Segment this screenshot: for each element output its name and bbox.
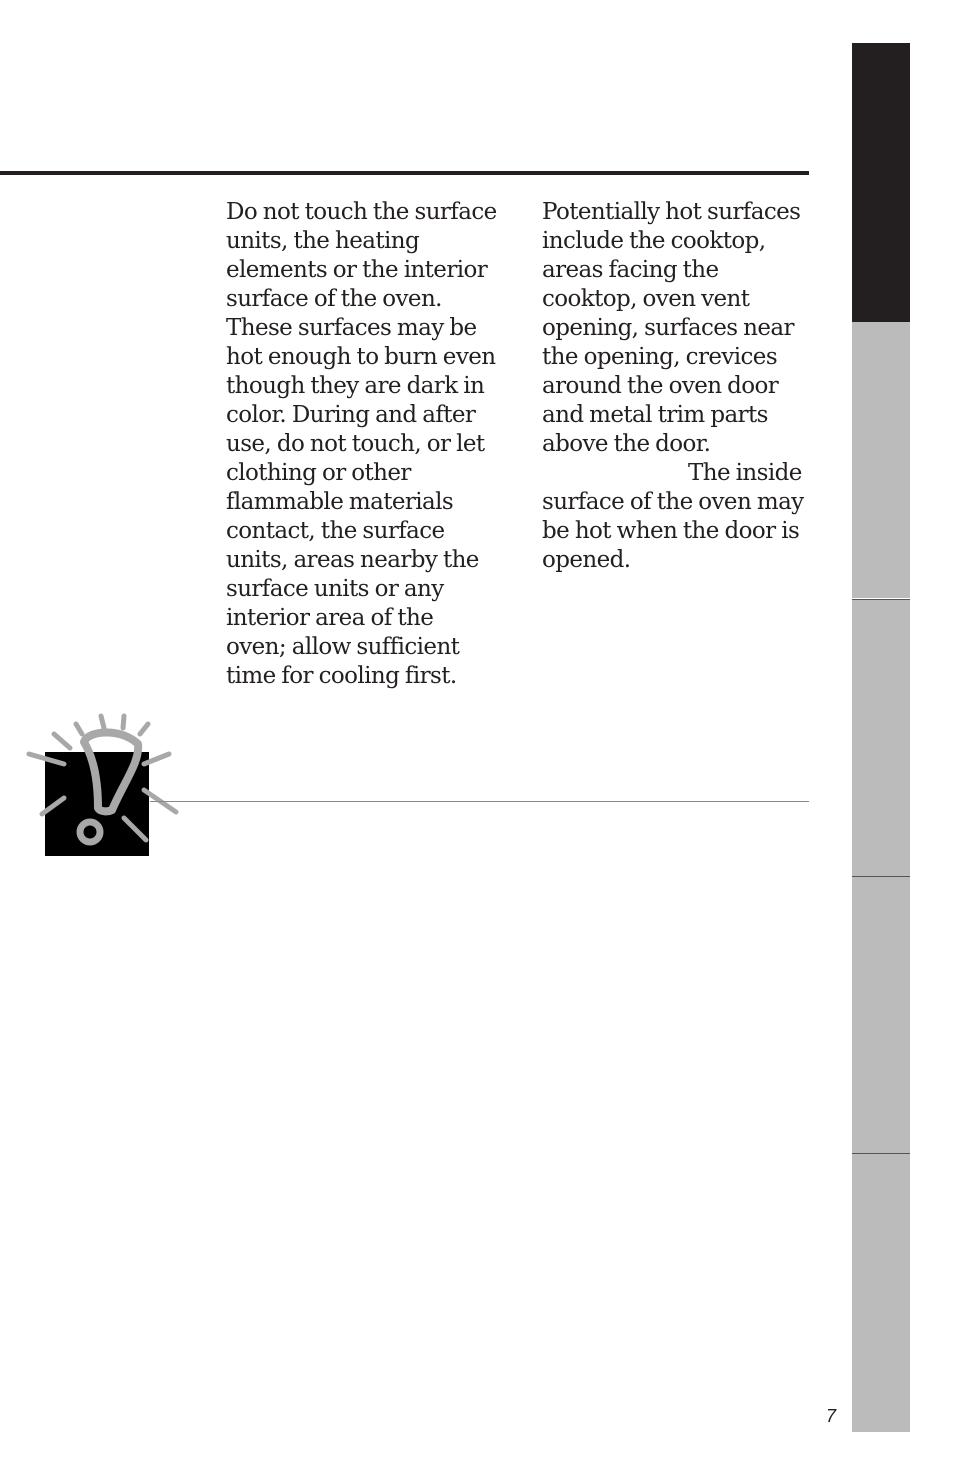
- right-text-column: [542, 198, 814, 575]
- hot-surfaces-warning-text: Do not touch the surface units, the heating elements or the interior surface of the oven. These surfaces may be hot enough to burn even though they are dark in color. During and after use, do not touch, or let clothing or other flammable materials contact, the surface units, areas nearby the surface units or any interior area of the oven; allow sufficient time for cooling first.: [226, 199, 497, 689]
- section-tab: [852, 322, 910, 598]
- section-tabs: [852, 43, 910, 1431]
- oven-interior-hot-text: The inside surface of the oven may be hot when the door is opened.: [542, 460, 804, 573]
- section-divider-rule: [150, 801, 809, 802]
- left-text-column: [226, 198, 498, 691]
- section-tab: [852, 1153, 910, 1432]
- section-top-rule: [0, 171, 809, 175]
- exclamation-warning-icon: [24, 712, 180, 858]
- section-tab-active: [852, 43, 910, 322]
- page-number: 7: [826, 1406, 837, 1426]
- potentially-hot-surfaces-text: Potentially hot surfaces include the cooktop, areas facing the cooktop, oven vent opening, surfaces near the opening, crevices around the oven door and metal trim parts above the door.: [542, 199, 801, 457]
- section-tab: [852, 876, 910, 1153]
- section-tab: [852, 599, 910, 876]
